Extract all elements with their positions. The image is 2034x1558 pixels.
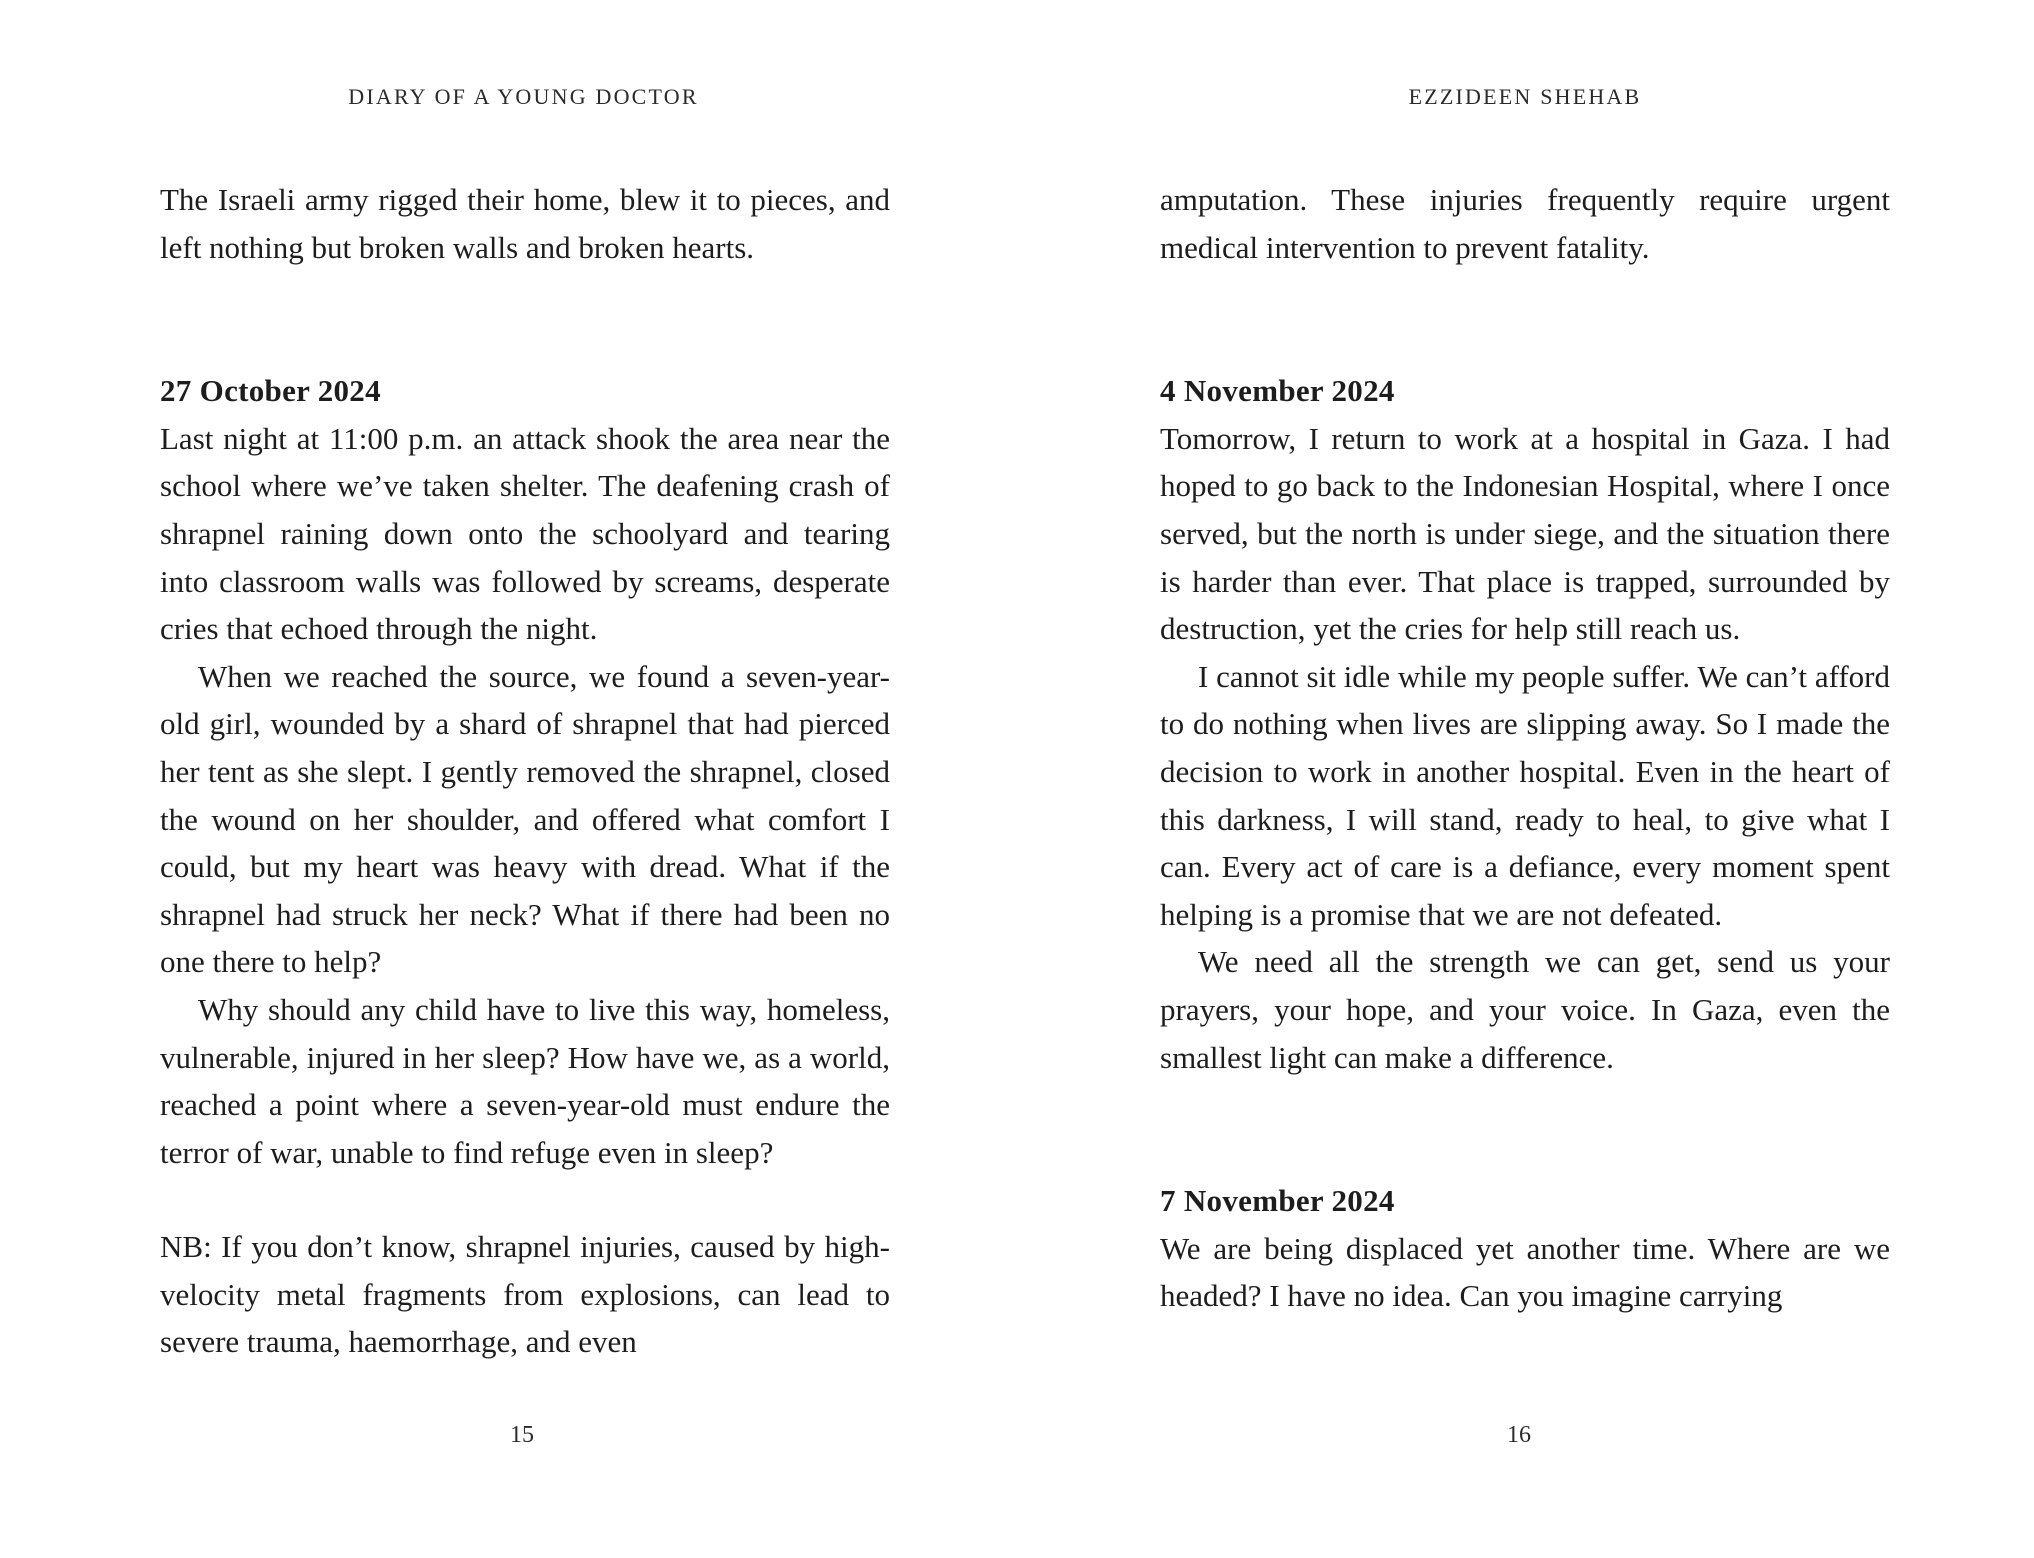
section-break bbox=[160, 1176, 890, 1223]
body-paragraph: Tomorrow, I return to work at a hospital in Gaza. I had hoped to go back to the Indonesian Hospital, where I once served, but the north is under siege, and the situation there is harder than ever. That place is trapped, surrounded by destruction, yet the cries for help still reach us. bbox=[1160, 420, 1890, 647]
right-page-text bbox=[1160, 176, 1890, 1320]
running-head-book-title: DIARY OF A YOUNG DOCTOR bbox=[348, 84, 699, 109]
body-paragraph: When we reached the source, we found a seven-year-old girl, wounded by a shard of shrapnel that had pierced her tent as she slept. I gently removed the shrapnel, closed the wound on her shoulder, and offered what comfort I could, but my heart was heavy with dread. What if the shrapnel had struck her neck? What if there had been no one there to help? bbox=[160, 658, 890, 980]
entry-date-heading: 4 November 2024 bbox=[1160, 373, 1395, 409]
body-paragraph: We are being displaced yet another time. Where are we headed? I have no idea. Can you imagine carrying bbox=[1160, 1230, 1890, 1314]
section-break bbox=[1160, 1081, 1890, 1177]
section-break bbox=[160, 271, 890, 367]
left-page-text bbox=[160, 176, 890, 1366]
right-page bbox=[1017, 0, 2034, 1558]
page-number: 15 bbox=[510, 1422, 534, 1448]
page-number: 16 bbox=[1507, 1422, 1531, 1448]
body-paragraph: We need all the strength we can get, send us your prayers, your hope, and your voice. In Gaza, even the smallest light can make a difference. bbox=[1160, 944, 1890, 1075]
opening-paragraph: amputation. These injuries frequently require urgent medical intervention to prevent fatality. bbox=[1160, 182, 1890, 265]
body-paragraph: Last night at 11:00 p.m. an attack shook the area near the school where we’ve taken shelter. The deafening crash of shrapnel raining down onto the schoolyard and tearing into classroom walls was followed by screams, desperate cries that echoed through the night. bbox=[160, 420, 890, 647]
entry-date-heading: 27 October 2024 bbox=[160, 373, 381, 409]
opening-paragraph: The Israeli army rigged their home, blew it to pieces, and left nothing but broken walls and broken hearts. bbox=[160, 182, 890, 265]
note-paragraph: NB: If you don’t know, shrapnel injuries, caused by high-velocity metal fragments from explosions, can lead to severe trauma, haemorrhage, and even bbox=[160, 1229, 890, 1360]
entry-date-heading: 7 November 2024 bbox=[1160, 1183, 1395, 1219]
section-break bbox=[1160, 271, 1890, 367]
running-head-author: EZZIDEEN SHEHAB bbox=[1408, 84, 1642, 109]
body-paragraph: Why should any child have to live this way, homeless, vulnerable, injured in her sleep? How have we, as a world, reached a point where a seven-year-old must endure the terror of war, unable to find refuge even in sleep? bbox=[160, 991, 890, 1170]
body-paragraph: I cannot sit idle while my people suffer. We can’t afford to do nothing when lives are slipping away. So I made the decision to work in another hospital. Even in the heart of this darkness, I will stand, ready to heal, to give what I can. Every act of care is a defiance, every moment spent helping is a promise that we are not defeated. bbox=[1160, 658, 1890, 932]
